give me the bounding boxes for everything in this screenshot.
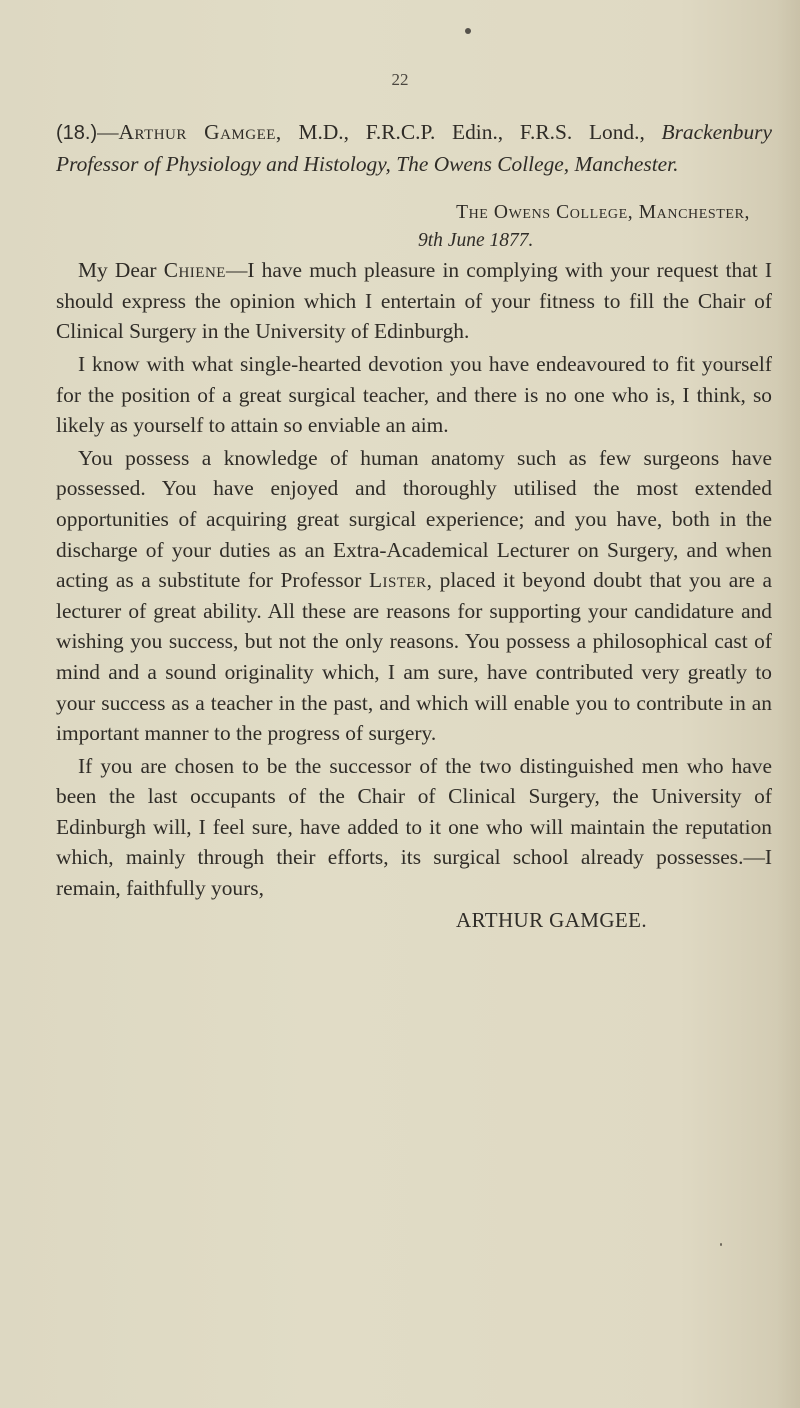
paragraph-knowledge-part2: , placed it beyond doubt that you are a lecturer of great ability. All these are reasons for supporting your candidature and wishing you success, but not the only reasons. You possess a philosophical cast of mind and a sound originality which, I am sure, have contributed very greatly to your success as a teacher in the past, and which will enable you to contribute in an important manner to the progress of surgery. [56,568,773,746]
paragraph-salutation [56,255,772,347]
paragraph-knowledge [56,443,772,749]
paragraph-knowledge-part1: You possess a knowledge of human anatomy such as few surgeons have possessed. You have enjoyed and thoroughly utilised the most extended opportunities of acquiring great surgical experience; and you have, both in the discharge of your duties as an Extra-Academical Lecturer on Surgery, and when acting as a substitute for Professor [56,445,772,593]
paper-speck [720,1243,722,1246]
lister-name: Lister [368,568,427,593]
letter-body [56,117,772,936]
page-number: 22 [391,70,409,89]
author-degrees: M.D., F.R.C.P. Edin., F.R.S. Lond., [281,120,645,144]
sender-address: The Owens College, Manchester, [456,202,750,224]
letter-date: 9th June 1877. [418,230,534,252]
letter-number: (18.) [56,122,98,144]
letter-heading [56,117,772,179]
heading-dash: — [97,120,119,144]
salutation-prefix: My Dear [78,258,164,283]
signature: ARTHUR GAMGEE. [456,907,648,932]
paragraph-successor: If you are chosen to be the successor of the two distinguished men who have been the last occupants of the Chair of Clinical Surgery, the University of Edinburgh will, I feel sure, have added to it one who will maintain the reputation which, mainly through their efforts, its surgical school already possesses.—I remain, faithfully yours, [56,753,772,901]
paragraph-devotion: I know with what single-hearted devotion you have endeavoured to fit yourself for the position of a great surgical teacher, and there is no one who is, I think, so likely as yourself to attain so enviable an aim. [56,351,772,438]
author-title: Brackenbury Professor of Physiology and Histology, The Owens College, Manchester. [56,120,773,176]
salutation-text: —I have much pleasure in complying with your request that I should express the opinion which I entertain of your fitness to fill the Chair of Clinical Surgery in the University of Edinburgh. [56,258,772,344]
author-name: Arthur Gamgee, [118,120,282,144]
salutation-name: Chiene [163,258,226,283]
ink-dot [465,28,471,34]
